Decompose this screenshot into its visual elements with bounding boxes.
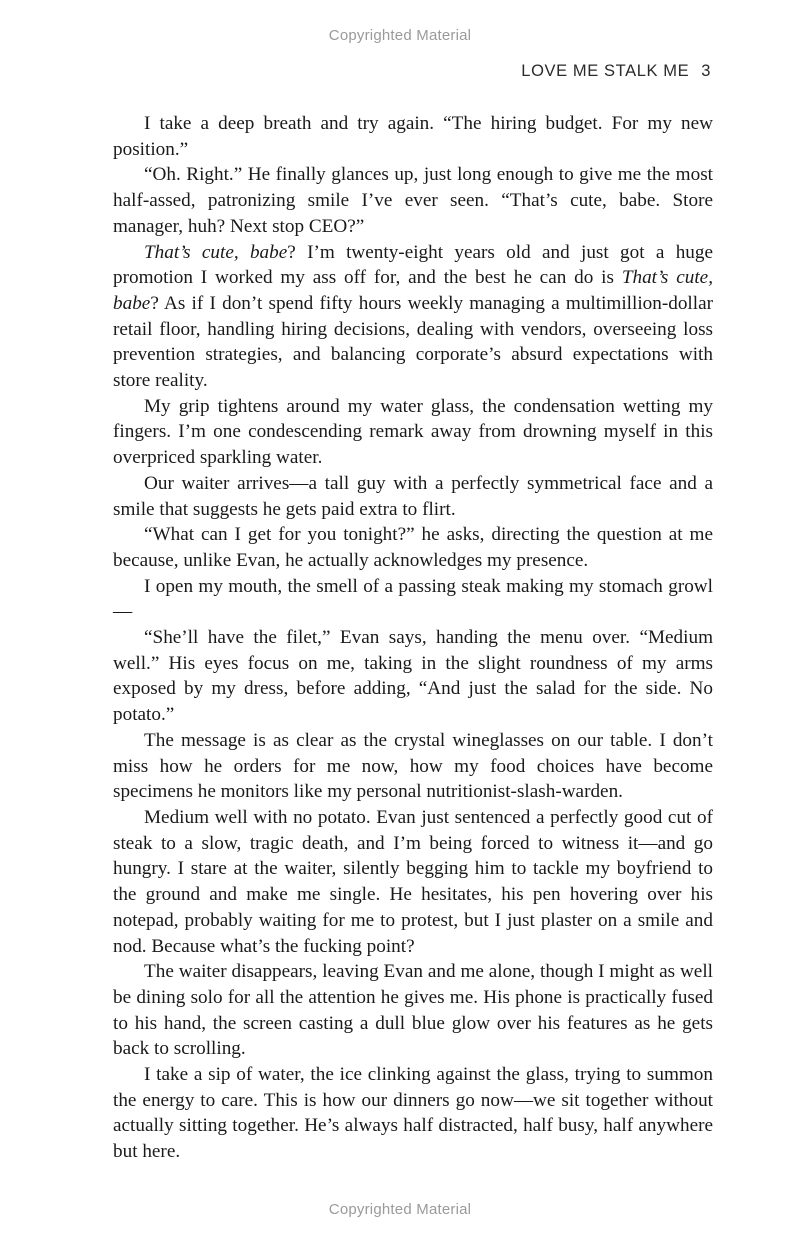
paragraph: Medium well with no potato. Evan just sentenced a perfectly good cut of steak to a slow, tragic death, and I’m being forced to witness it—and go hungry. I stare at the waiter, silently begging him to tackle my boyfriend to the ground and make me single. He hesitates, his pen hovering over his notepad, probably waiting for me to protest, but I just plaster on a smile and nod. Because what’s the fucking point? bbox=[113, 806, 713, 957]
paragraph-text: ? As if I don’t spend fifty hours weekly managing a multimillion-dollar retail floor, handling hiring decisions, dealing with vendors, overseeing loss prevention strategies, and balancing corporate’s absurd expectations with store reality. bbox=[113, 292, 713, 392]
paragraph: The waiter disappears, leaving Evan and me alone, though I might as well be dining solo for all the attention he gives me. His phone is practically fused to his hand, the screen casting a dull blue glow over his features as he gets back to scrolling. bbox=[113, 961, 713, 1060]
body-text bbox=[113, 111, 713, 1165]
italic-quote: That’s cute, babe bbox=[113, 267, 713, 314]
paragraph: “She’ll have the filet,” Evan says, handing the menu over. “Medium well.” His eyes focus on me, taking in the slight roundness of my arms exposed by my dress, before adding, “And just the salad for the side. No potato.” bbox=[113, 627, 713, 726]
paragraph bbox=[113, 240, 713, 394]
italic-quote: That’s cute, babe bbox=[144, 241, 288, 263]
paragraph: “What can I get for you tonight?” he asks, directing the question at me because, unlike Evan, he actually acknowledges my presence. bbox=[113, 524, 713, 571]
paragraph: I take a deep breath and try again. “The hiring budget. For my new position.” bbox=[113, 113, 713, 160]
paragraph: My grip tightens around my water glass, the condensation wetting my fingers. I’m one condescending remark away from drowning myself in this overpriced sparkling water. bbox=[113, 395, 713, 469]
book-title: LOVE ME STALK ME bbox=[521, 62, 690, 80]
paragraph-text: ? I’m twenty-eight years old and just got a huge promotion I worked my ass off for, and the best he can do is bbox=[113, 241, 713, 289]
paragraph: I open my mouth, the smell of a passing steak making my stomach growl— bbox=[113, 575, 713, 623]
paragraph: “Oh. Right.” He finally glances up, just long enough to give me the most half-assed, patronizing smile I’ve ever seen. “That’s cute, babe. Store manager, huh? Next stop CEO?” bbox=[113, 164, 713, 237]
paragraph: Our waiter arrives—a tall guy with a perfectly symmetrical face and a smile that suggests he gets paid extra to flirt. bbox=[113, 472, 713, 520]
paragraph: I take a sip of water, the ice clinking against the glass, trying to summon the energy to care. This is how our dinners go now—we sit together without actually sitting together. He’s always half distracted, half busy, half anywhere but here. bbox=[113, 1064, 713, 1163]
running-header bbox=[521, 62, 711, 81]
copyright-watermark-top: Copyrighted Material bbox=[328, 27, 472, 44]
page-number: 3 bbox=[701, 62, 711, 80]
copyright-watermark-bottom: Copyrighted Material bbox=[328, 1201, 472, 1218]
paragraph: The message is as clear as the crystal wineglasses on our table. I don’t miss how he orders for me now, how my food choices have become specimens he monitors like my personal nutritionist-slash-warden. bbox=[113, 729, 713, 803]
